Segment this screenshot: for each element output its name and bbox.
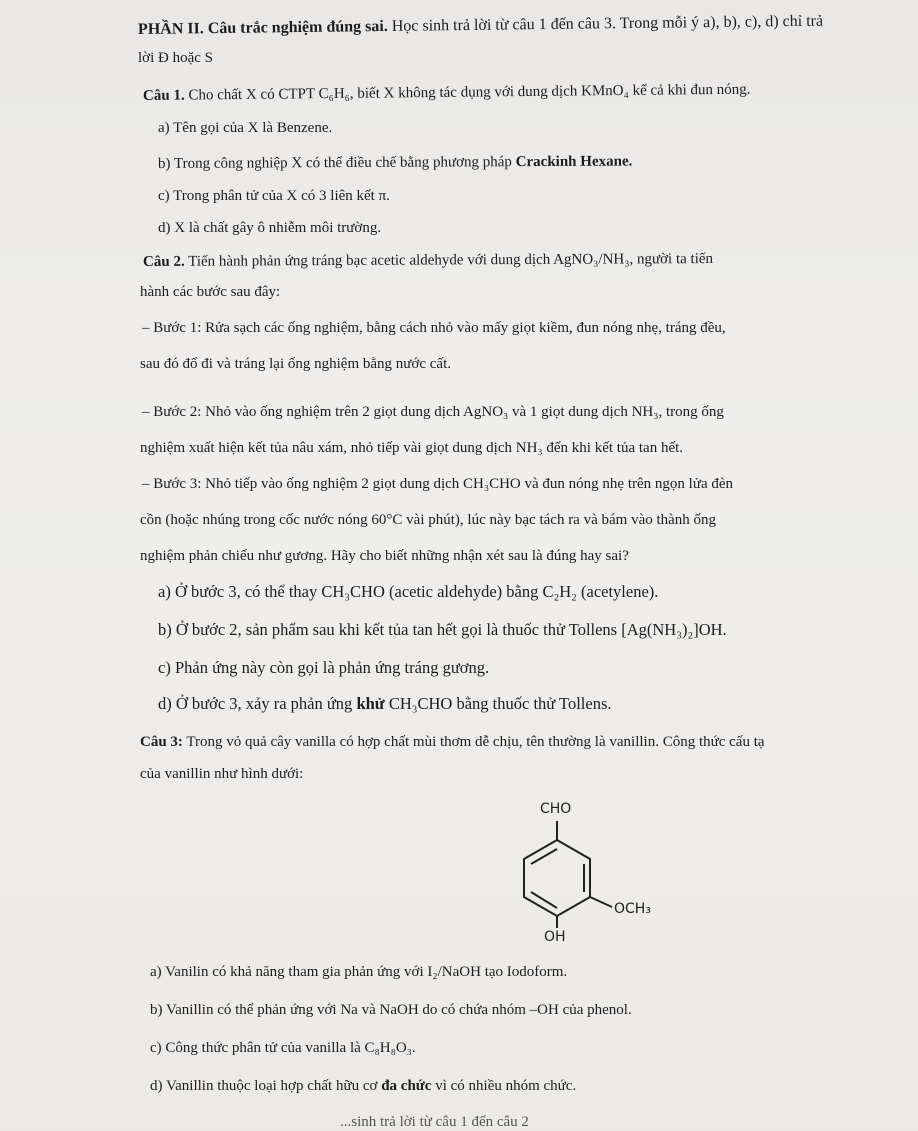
- q2-step-3-line-3: nghiệm phản chiếu như gương. Hãy cho biết những nhận xét sau là đúng hay sai?: [140, 548, 629, 564]
- q1-option-c: c) Trong phân tử của X có 3 liên kết π.: [158, 188, 390, 204]
- q3-option-d-text-end: vì có nhiều nhóm chức.: [435, 1078, 577, 1094]
- section-title: PHẦN II. Câu trắc nghiệm đúng sai.: [137, 17, 388, 38]
- q2-option-d-bold: khử: [356, 694, 385, 713]
- q2-option-d-text: d) Ở bước 3, xảy ra phản ứng: [158, 694, 353, 713]
- q2-step-3-line-2: cồn (hoặc nhúng trong cốc nước nóng 60°C vài phút), lúc này bạc tách ra và bám vào thành ống: [140, 512, 717, 528]
- question-1-text: Cho chất X có CTPT C₆H₆, biết X không tác dụng với dung dịch KMnO₄ kể cả khi đun nóng.: [188, 81, 751, 104]
- question-1-stem: [143, 80, 751, 106]
- question-2-text-cont: hành các bước sau đây:: [140, 284, 281, 300]
- q3-option-d-bold: đa chức: [381, 1078, 432, 1094]
- q1-option-d: d) X là chất gây ô nhiễm môi trường.: [158, 220, 382, 236]
- q3-option-d: [150, 1076, 576, 1096]
- question-2-label: Câu 2.: [142, 253, 185, 270]
- structure-label-oh: OH: [544, 929, 566, 945]
- q2-option-a: a) Ở bước 3, có thể thay CH₃CHO (acetic aldehyde) bằng C₂H₂ (acetylene).: [158, 582, 659, 601]
- question-2-text: Tiến hành phản ứng tráng bạc acetic aldehyde với dung dịch AgNO₃/NH₃, người ta tiến: [188, 251, 714, 270]
- q3-option-a: a) Vanilin có khả năng tham gia phản ứng với I₂/NaOH tạo Iodoform.: [150, 964, 568, 980]
- q2-option-c: c) Phản ứng này còn gọi là phản ứng tráng gương.: [158, 658, 490, 677]
- q3-option-c: c) Công thức phân tử của vanilla là C₈H₈O₃.: [150, 1040, 416, 1056]
- section-intro: Học sinh trả lời từ câu 1 đến câu 3. Trong mỗi ý a), b), c), d) chỉ trả: [391, 12, 824, 35]
- q3-option-d-text: d) Vanillin thuộc loại hợp chất hữu cơ: [150, 1078, 378, 1094]
- q2-step-1-line-2: sau đó đổ đi và tráng lại ống nghiệm bằng nước cất.: [140, 356, 451, 372]
- question-3-text: Trong vỏ quả cây vanilla có hợp chất mùi thơm dễ chịu, tên thường là vanillin. Công thức cấu tạ: [186, 734, 765, 750]
- benzene-ring: [524, 821, 612, 928]
- q3-option-b: b) Vanillin có thể phản ứng với Na và NaOH do có chứa nhóm –OH của phenol.: [150, 1002, 632, 1018]
- question-1-label: Câu 1.: [142, 87, 185, 104]
- q2-step-2-line-1: – Bước 2: Nhỏ vào ống nghiệm trên 2 giọt dung dịch AgNO₃ và 1 giọt dung dịch NH₃, trong ống: [142, 404, 724, 420]
- q2-step-1-line-1: – Bước 1: Rửa sạch các ống nghiệm, bằng cách nhỏ vào mấy giọt kiềm, đun nóng nhẹ, tráng đều,: [142, 320, 726, 336]
- question-3-label: Câu 3:: [140, 734, 183, 750]
- q2-step-3-line-1: – Bước 3: Nhỏ tiếp vào ống nghiệm 2 giọt dung dịch CH₃CHO và đun nóng nhẹ trên ngọn lửa đèn: [142, 476, 734, 492]
- q1-option-b-bold: Crackinh Hexane.: [515, 153, 633, 171]
- structure-label-cho: CHO: [540, 801, 572, 817]
- question-3-text-cont: của vanillin như hình dưới:: [140, 766, 304, 782]
- q2-option-d: [158, 694, 612, 714]
- q2-option-d-text-end: CH₃CHO bằng thuốc thử Tollens.: [388, 694, 612, 713]
- q2-option-b: b) Ở bước 2, sản phẩm sau khi kết tủa tan hết gọi là thuốc thử Tollens [Ag(NH₃)₂]OH.: [158, 620, 727, 639]
- structure-label-och3: OCH₃: [614, 901, 651, 917]
- page-footer-cutoff: ...sinh trả lời từ câu 1 đến câu 2: [340, 1114, 529, 1130]
- q2-step-2-line-2: nghiệm xuất hiện kết tủa nâu xám, nhỏ tiếp vài giọt dung dịch NH₃ đến khi kết tủa tan hết.: [140, 440, 684, 456]
- q1-option-b-text: b) Trong công nghiệp X có thể điều chế bằng phương pháp: [157, 154, 512, 172]
- q1-option-a: a) Tên gọi của X là Benzene.: [158, 120, 333, 136]
- section-intro-cont: lời Đ hoặc S: [138, 50, 214, 66]
- q1-option-b: [158, 152, 632, 174]
- question-2-stem: [143, 249, 713, 272]
- section-header: [138, 12, 823, 40]
- vanillin-structure: [500, 795, 700, 955]
- question-3-stem: [140, 732, 765, 752]
